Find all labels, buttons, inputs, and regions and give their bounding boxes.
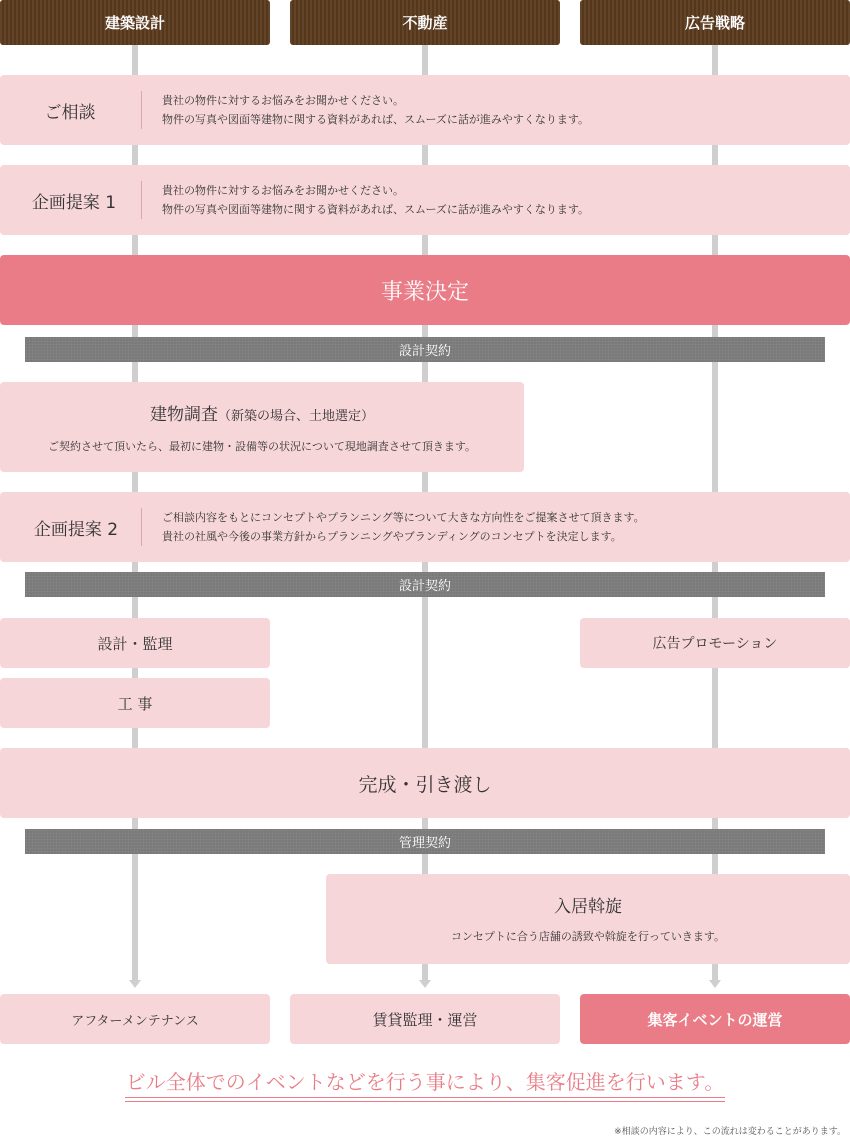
step-consult-desc-line1: 貴社の物件に対するお悩みをお聞かせください。	[162, 94, 404, 107]
step-construction-title: 工 事	[117, 694, 153, 713]
column-header-real-estate: 不動産	[290, 0, 560, 45]
step-divider	[141, 508, 142, 546]
step-plan-2-desc-line1: ご相談内容をもとにコンセプトやプランニング等について大きな方向性をご提案させて頂きます。	[162, 511, 645, 524]
step-plan-2-title: 企画提案 2	[33, 519, 119, 540]
step-plan-2-desc-line2: 貴社の社風や今後の事業方針からプランニングやブランディングのコンセプトを決定します。	[162, 530, 622, 543]
contract-bar-design: 設計契約	[25, 572, 825, 597]
contract-bar-design: 設計契約	[25, 337, 825, 362]
step-construction	[0, 678, 270, 728]
step-divider	[141, 91, 142, 129]
step-business-decision	[0, 255, 850, 325]
step-completion-handover	[0, 748, 850, 818]
column-header-advertising: 広告戦略	[580, 0, 850, 45]
step-tenant-brokerage-description: コンセプトに合う店舗の誘致や斡旋を行っていきます。	[450, 930, 726, 943]
final-rental-management	[290, 994, 560, 1044]
final-rental-management-label: 賃貸監理・運営	[372, 1010, 478, 1029]
arrow-down-icon	[419, 980, 431, 988]
step-design-supervision	[0, 618, 270, 668]
step-building-survey-description: ご契約させて頂いたら、最初に建物・設備等の状況について現地調査させて頂きます。	[48, 440, 476, 453]
step-tenant-brokerage-title: 入居斡旋	[554, 897, 622, 917]
step-plan-1-desc-line2: 物件の写真や図面等建物に関する資料があれば、スムーズに話が進みやすくなります。	[162, 203, 590, 216]
step-building-survey-heading	[0, 400, 524, 425]
step-business-decision-title: 事業決定	[380, 279, 469, 305]
step-plan-1	[0, 165, 850, 235]
final-event-operation	[580, 994, 850, 1044]
step-tenant-brokerage	[326, 874, 850, 964]
step-consult	[0, 75, 850, 145]
step-divider	[141, 181, 142, 219]
step-plan-2	[0, 492, 850, 562]
step-plan-1-desc-line1: 貴社の物件に対するお悩みをお聞かせください。	[162, 184, 404, 197]
step-plan-2-description	[162, 508, 842, 546]
step-consult-title: ご相談	[44, 102, 96, 123]
step-completion-handover-title: 完成・引き渡し	[358, 773, 492, 796]
step-plan-1-description	[162, 181, 842, 219]
footer-message-underline	[125, 1097, 725, 1102]
final-after-maintenance	[0, 994, 270, 1044]
final-after-maintenance-label: アフターメンテナンス	[71, 1013, 199, 1029]
footer-message: ビル全体でのイベントなどを行う事により、集客促進を行います。	[125, 1070, 725, 1094]
step-consult-description	[162, 91, 842, 129]
step-plan-1-title: 企画提案 1	[31, 192, 117, 213]
step-consult-desc-line2: 物件の写真や図面等建物に関する資料があれば、スムーズに話が進みやすくなります。	[162, 113, 590, 126]
step-building-survey	[0, 382, 524, 472]
step-building-survey-title: 建物調査	[149, 405, 218, 425]
step-design-supervision-title: 設計・監理	[97, 634, 173, 653]
arrow-down-icon	[129, 980, 141, 988]
step-ad-promotion-title: 広告プロモーション	[652, 636, 778, 652]
contract-bar-management: 管理契約	[25, 829, 825, 854]
arrow-down-icon	[709, 980, 721, 988]
final-event-operation-label: 集客イベントの運営	[647, 1010, 783, 1029]
footer-note: ※相談の内容により、この流れは変わることがあります。	[614, 1127, 846, 1137]
step-building-survey-title-note: （新築の場合、土地選定）	[217, 409, 374, 424]
step-ad-promotion	[580, 618, 850, 668]
column-header-architecture: 建築設計	[0, 0, 270, 45]
